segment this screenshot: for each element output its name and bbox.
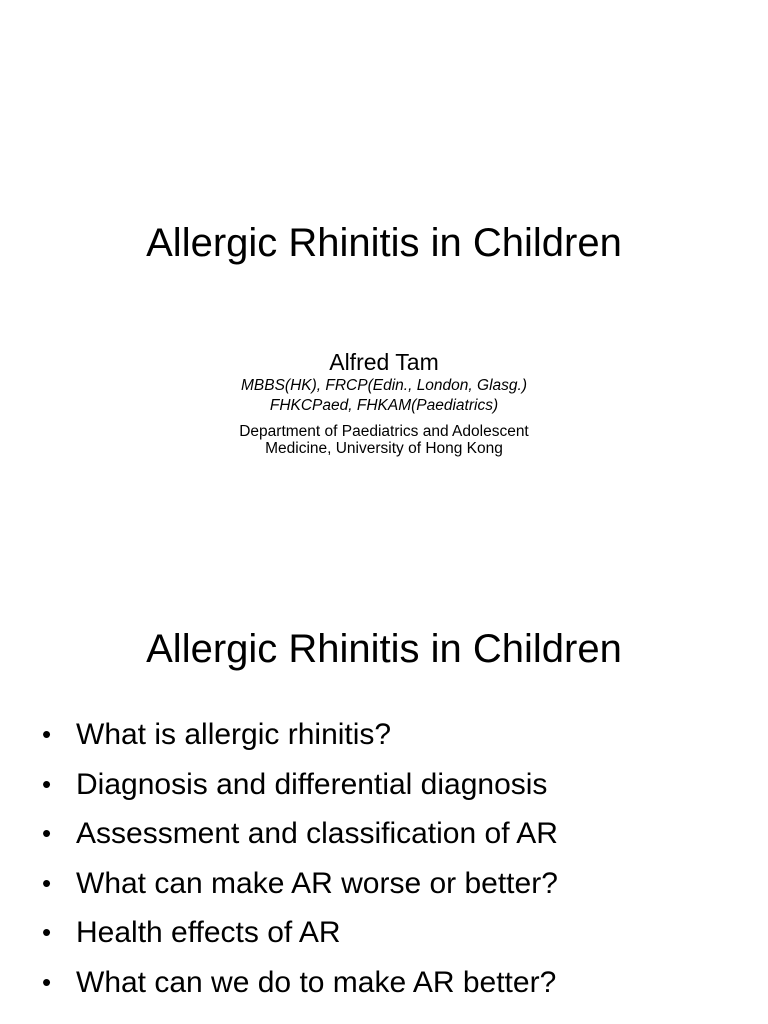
author-block (0, 348, 768, 457)
bullet-text: What can make AR worse or better? (76, 866, 558, 900)
bullet-text: Health effects of AR (76, 916, 341, 949)
bullet-icon: • (42, 818, 52, 848)
slide-title: Allergic Rhinitis in Children (146, 221, 622, 265)
slide-title: Allergic Rhinitis in Children (146, 627, 622, 671)
bullet-text: Assessment and classification of AR (76, 817, 558, 850)
author-credentials-line-2: FHKCPaed, FHKAM(Paediatrics) (269, 397, 499, 414)
bullet-text: What is allergic rhinitis? (76, 718, 392, 751)
author-department-line-2: Medicine, University of Hong Kong (265, 440, 503, 457)
author-name: Alfred Tam (329, 349, 439, 375)
bullet-icon: • (42, 917, 52, 947)
bullet-icon: • (42, 966, 52, 997)
bullet-icon: • (42, 768, 52, 799)
author-department-line-1: Department of Paediatrics and Adolescent (239, 423, 529, 440)
bullet-text: Diagnosis and differential diagnosis (76, 767, 548, 801)
author-credentials-line-1: MBBS(HK), FRCP(Edin., London, Glasg.) (241, 377, 527, 394)
bullet-text: What can we do to make AR better? (76, 965, 557, 999)
outline-slide (0, 576, 768, 1024)
bullet-icon: • (42, 719, 52, 749)
bullet-icon: • (42, 867, 52, 898)
